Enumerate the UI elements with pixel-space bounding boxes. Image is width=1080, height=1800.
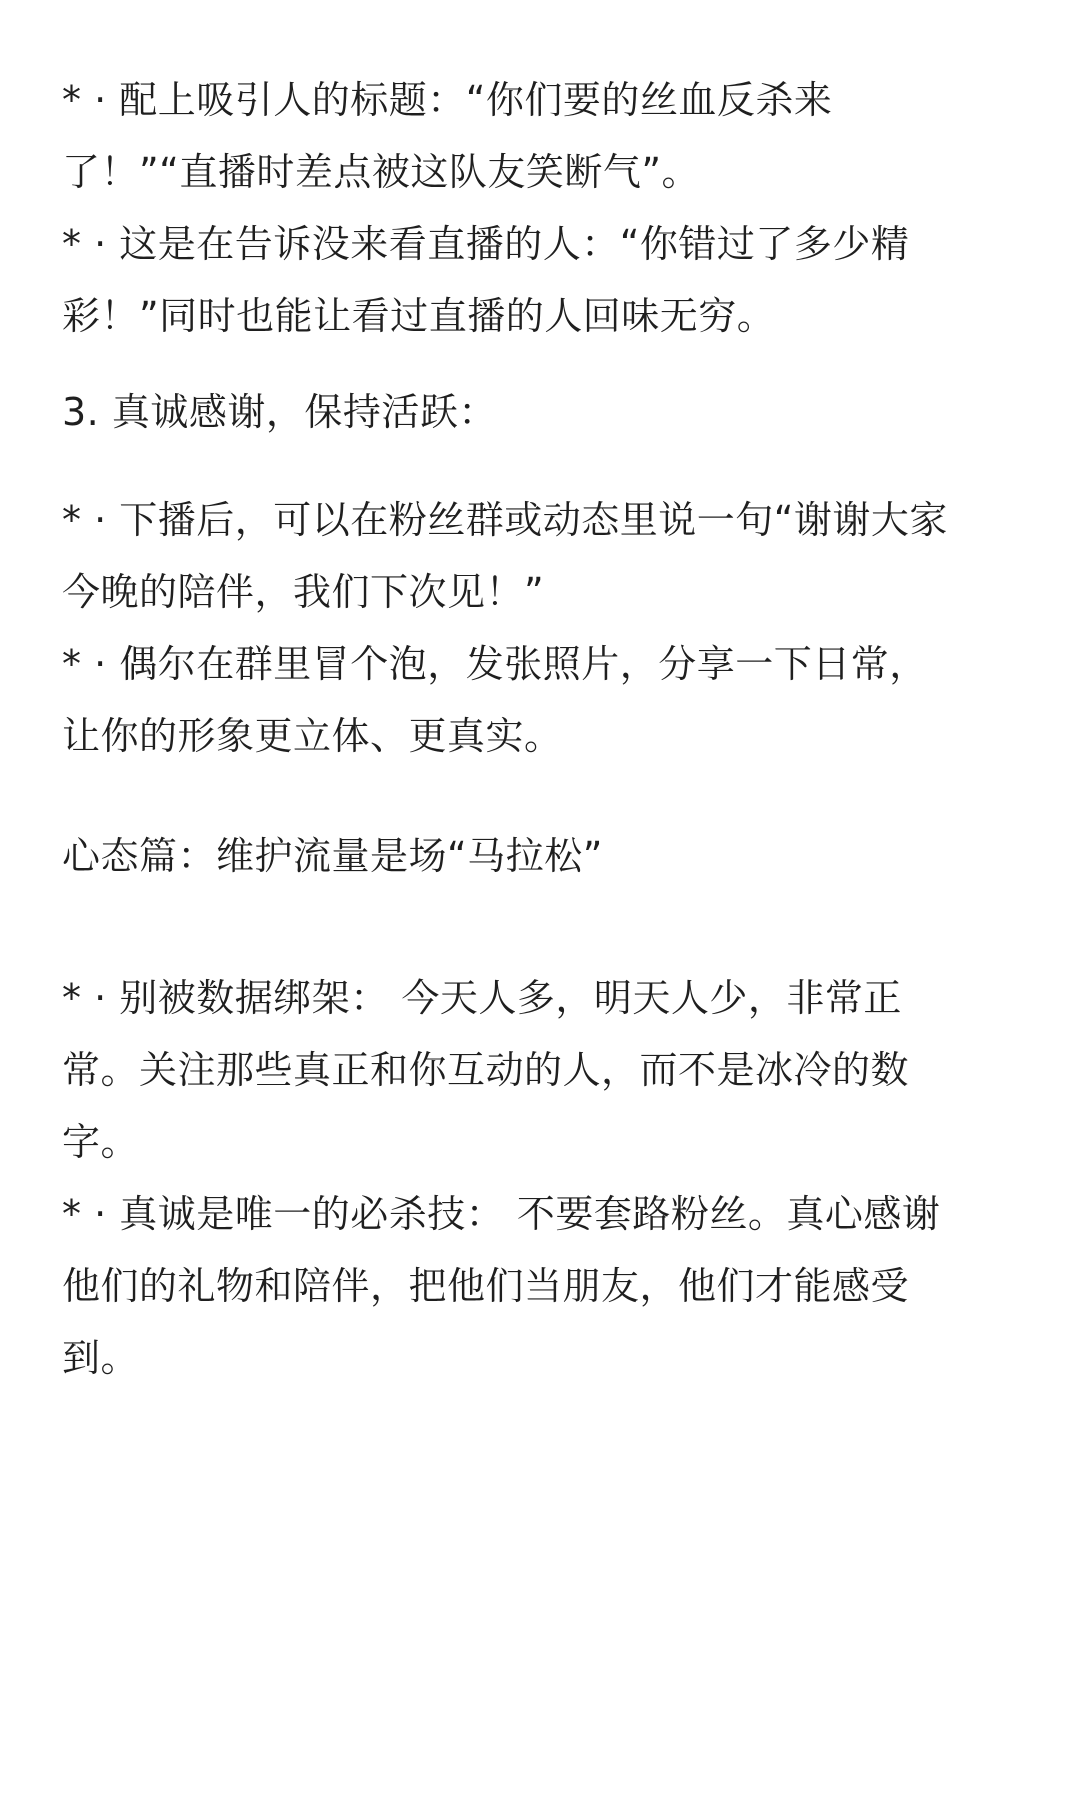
- text-line: * · 配上吸引人的标题：“你们要的丝血反杀来: [62, 78, 833, 122]
- bullet-after-stream: [62, 484, 1022, 628]
- bullet-catchy-title: [62, 64, 1022, 208]
- text-line: 他们的礼物和陪伴，把他们当朋友，他们才能感受: [62, 1264, 910, 1308]
- section-title-mindset: [62, 820, 1022, 892]
- text-line: * · 偶尔在群里冒个泡，发张照片，分享一下日常，: [62, 642, 928, 686]
- bullet-sincerity: [62, 1178, 1022, 1394]
- text-line: 心态篇：维护流量是场“马拉松”: [62, 834, 603, 878]
- text-line: 3. 真诚感谢，保持活跃：: [62, 390, 497, 434]
- bullet-data-hostage: [62, 962, 1022, 1178]
- text-line: * · 这是在告诉没来看直播的人：“你错过了多少精: [62, 222, 910, 266]
- heading-sincere-thanks: [62, 376, 1022, 448]
- bullet-missed-stream: [62, 208, 1022, 352]
- text-line: * · 下播后，可以在粉丝群或动态里说一句“谢谢大家: [62, 498, 948, 542]
- text-line: 让你的形象更立体、更真实。: [62, 714, 563, 758]
- text-line: 今晚的陪伴，我们下次见！”: [62, 570, 545, 614]
- text-line: 了！”“直播时差点被这队友笑断气”。: [62, 150, 701, 194]
- bullet-group-activity: [62, 628, 1022, 772]
- text-line: * · 别被数据绑架： 今天人多，明天人少，非常正: [62, 976, 902, 1020]
- text-line: * · 真诚是唯一的必杀技： 不要套路粉丝。真心感谢: [62, 1192, 941, 1236]
- text-line: 常。关注那些真正和你互动的人，而不是冰冷的数: [62, 1048, 910, 1092]
- text-line: 到。: [62, 1336, 140, 1380]
- text-line: 字。: [62, 1120, 140, 1164]
- text-line: 彩！”同时也能让看过直播的人回味无穷。: [62, 294, 776, 338]
